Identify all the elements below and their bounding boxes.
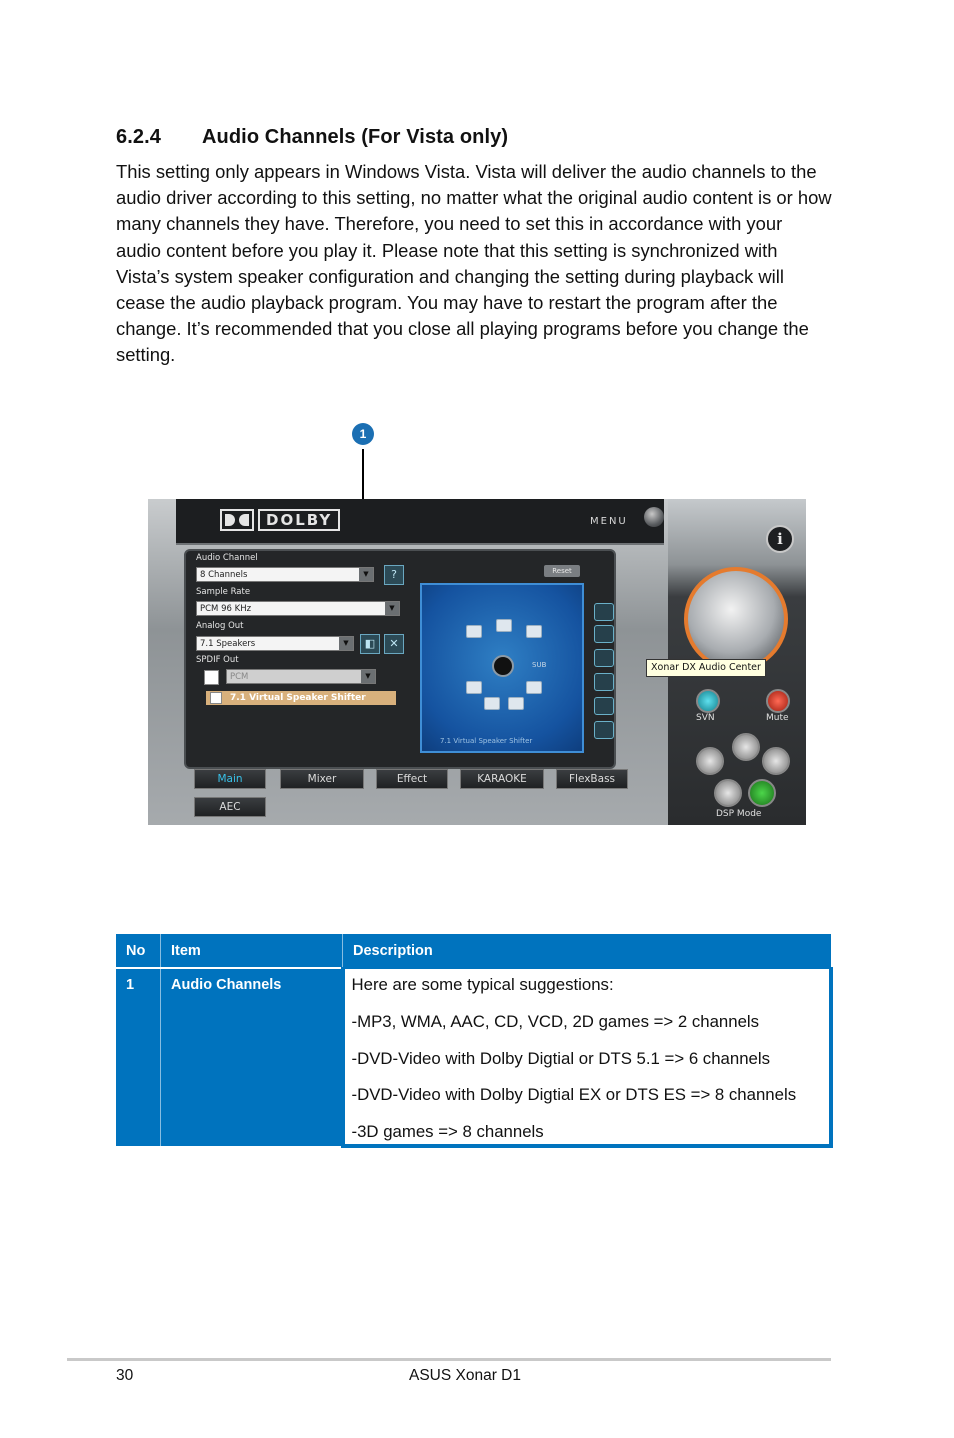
section-body: This setting only appears in Windows Vista. Vista will deliver the audio channels to the audio driver according to this setting, no matter what the original audio content is or how many channels they have. Therefore, you need to set this in accordance with your audio content before you play it. Please note that this setting is synchronized with Vista’s system speaker configuration and changing the setting during playback will cease the audio playback program. You may have to restart the program after the change. It’s recommended that you close all playing programs before you change the setting. <box>116 161 832 366</box>
row-item: Audio Channels <box>161 968 343 1146</box>
speaker-icon[interactable] <box>466 681 482 694</box>
description-line: -DVD-Video with Dolby Digtial or DTS 5.1 => 6 channels <box>351 1048 770 1068</box>
listener-icon[interactable] <box>492 655 514 677</box>
callout-badge: 1 <box>352 423 374 445</box>
chevron-down-icon: ▼ <box>385 602 399 615</box>
table-header-description: Description <box>343 934 832 968</box>
help-button[interactable]: ? <box>384 565 404 585</box>
tab-main[interactable]: Main <box>194 769 266 789</box>
mute-label: Mute <box>766 713 789 723</box>
analog-out-label: Analog Out <box>196 621 244 631</box>
chevron-down-icon: ▼ <box>361 670 375 683</box>
speaker-icon[interactable] <box>496 619 512 632</box>
table-header-no: No <box>116 934 161 968</box>
tooltip: Xonar DX Audio Center <box>646 659 766 677</box>
menu-button[interactable] <box>644 507 664 527</box>
vss-checkbox[interactable] <box>210 692 222 704</box>
tab-flexbass[interactable]: FlexBass <box>556 769 628 789</box>
tab-effect[interactable]: Effect <box>376 769 448 789</box>
speaker-icon[interactable] <box>466 625 482 638</box>
audio-channel-select[interactable] <box>196 567 374 582</box>
audio-channel-label: Audio Channel <box>196 553 258 563</box>
side-button[interactable] <box>594 721 614 739</box>
dolby-logo <box>220 509 340 531</box>
sample-rate-select[interactable] <box>196 601 400 616</box>
tab-karaoke[interactable]: KARAOKE <box>460 769 544 789</box>
svn-label: SVN <box>696 713 715 723</box>
section-title: Audio Channels (For Vista only) <box>202 126 509 148</box>
dsp-movie-button[interactable] <box>732 733 760 761</box>
dsp-mode-label: DSP Mode <box>716 809 762 819</box>
dsp-hifi-button[interactable] <box>714 779 742 807</box>
description-line: -DVD-Video with Dolby Digtial EX or DTS ES => 8 channels <box>351 1085 797 1105</box>
dolby-wordmark: DOLBY <box>258 509 340 531</box>
speaker-icon[interactable]: ◧ <box>360 634 380 654</box>
speaker-view[interactable] <box>420 583 584 753</box>
dsp-active-button[interactable] <box>748 779 776 807</box>
tab-aec[interactable]: AEC <box>194 797 266 817</box>
side-button[interactable] <box>594 603 614 621</box>
audio-center-screenshot <box>148 499 806 825</box>
table-row <box>116 968 831 1146</box>
spdif-select[interactable] <box>226 669 376 684</box>
vss-label: 7.1 Virtual Speaker Shifter <box>230 693 366 703</box>
row-no: 1 <box>116 968 161 1146</box>
row-description <box>343 968 832 1146</box>
sample-rate-value: PCM 96 KHz <box>200 604 252 614</box>
spdif-checkbox[interactable] <box>204 670 219 685</box>
reset-button[interactable]: Reset <box>544 565 580 577</box>
speaker-icon[interactable] <box>526 625 542 638</box>
spdif-label: SPDIF Out <box>196 655 239 665</box>
mute-button[interactable] <box>766 689 790 713</box>
description-table <box>116 934 833 1148</box>
description-line: -3D games => 8 channels <box>351 1122 544 1142</box>
volume-knob[interactable] <box>684 567 788 671</box>
virtual-speaker-shifter-toggle[interactable] <box>206 691 396 705</box>
section-number: 6.2.4 <box>116 126 161 148</box>
speaker-icon[interactable] <box>526 681 542 694</box>
top-bar <box>176 499 664 545</box>
svn-button[interactable] <box>696 689 720 713</box>
speaker-icon[interactable] <box>484 697 500 710</box>
dsp-game-button[interactable] <box>762 747 790 775</box>
dolby-dd-icon <box>220 509 254 531</box>
table-header-item: Item <box>161 934 343 968</box>
side-button[interactable] <box>594 649 614 667</box>
side-button[interactable] <box>594 697 614 715</box>
spdif-value: PCM <box>230 672 249 682</box>
vss-caption: 7.1 Virtual Speaker Shifter <box>440 737 533 745</box>
chevron-down-icon: ▼ <box>359 568 373 581</box>
page-number: 30 <box>116 1367 134 1384</box>
description-line: -MP3, WMA, AAC, CD, VCD, 2D games => 2 channels <box>351 1011 760 1031</box>
section-heading <box>116 126 508 149</box>
sample-rate-label: Sample Rate <box>196 587 251 597</box>
sub-label: SUB <box>532 661 547 669</box>
description-line: Here are some typical suggestions: <box>351 975 614 994</box>
dsp-music-button[interactable] <box>696 747 724 775</box>
tab-mixer[interactable]: Mixer <box>280 769 364 789</box>
info-icon[interactable]: i <box>766 525 794 553</box>
footer-title: ASUS Xonar D1 <box>409 1367 521 1384</box>
side-button[interactable] <box>594 673 614 691</box>
menu-label: MENU <box>590 516 628 527</box>
analog-out-value: 7.1 Speakers <box>200 639 256 649</box>
audio-channel-value: 8 Channels <box>200 570 248 580</box>
footer-divider <box>67 1358 831 1361</box>
headphone-icon[interactable]: ✕ <box>384 634 404 654</box>
side-button[interactable] <box>594 625 614 643</box>
chevron-down-icon: ▼ <box>339 637 353 650</box>
analog-out-select[interactable] <box>196 636 354 651</box>
speaker-icon[interactable] <box>508 697 524 710</box>
